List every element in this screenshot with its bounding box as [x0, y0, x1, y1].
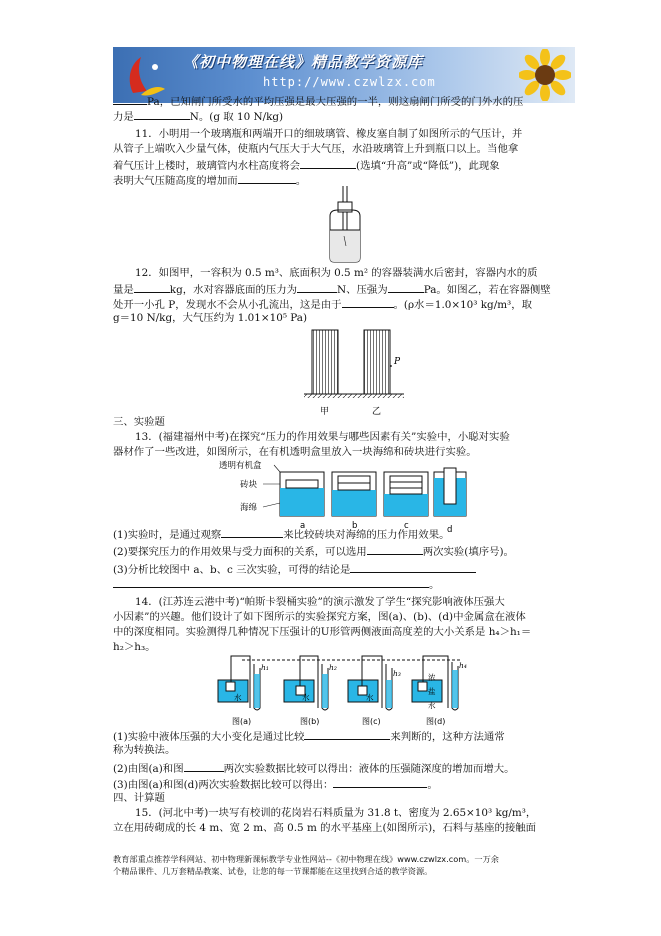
text-line: 量是 kg，水对容器底面的压力为 N、压强为 Pa。如图乙，若在容器侧壁 — [113, 281, 561, 298]
brine-label-1: 浓 — [428, 673, 436, 682]
label-brick: 砖块 — [240, 480, 258, 490]
text-line: 小因素”的兴趣。他们设计了如下图所示的实验探究方案，图(a)、(b)、(d)中金属盒在液体 — [113, 611, 526, 623]
text-line: (2)由图(a)和图 两次实验数据比较可以得出：液体的压强随深度的增加而增大。 — [113, 760, 561, 777]
barometer-figure — [318, 186, 368, 266]
h3-label: h₃ — [393, 669, 401, 678]
answer-blank[interactable] — [388, 281, 424, 293]
answer-blank[interactable] — [367, 543, 423, 555]
text-line: Pa，已知闸门所受水的平均压强是最大压强的一半，则这扇闸门所受的门外水的压 — [113, 93, 561, 110]
sub-b: b — [352, 521, 358, 531]
h2-label: h₂ — [329, 663, 337, 672]
caption-c: 图(c) — [362, 717, 381, 726]
text-line: (2)要探究压力的作用效果与受力面积的关系，可以选用 两次实验(填序号)。 — [113, 543, 561, 560]
answer-blank[interactable] — [304, 728, 390, 740]
text-line: 着气压计上楼时，玻璃管内水柱高度将会 (选填“升高”或“降低”)，此现象 — [113, 157, 561, 174]
label-sponge: 海绵 — [240, 503, 258, 513]
question-12: 12．如图甲，一容积为 0.5 m³、底面积为 0.5 m² 的容器装满水后密封，容器内水的质 — [135, 267, 538, 279]
text-line: 称为转换法。 — [113, 744, 176, 756]
answer-blank[interactable] — [134, 108, 190, 120]
text-line: 从管子上端吹入少量气体，使瓶内气压大于大气压，水沿玻璃管上升到瓶口以上。当他拿 — [113, 143, 519, 155]
text-line: (1)实验中液体压强的大小变化是通过比较 来判断的，这种方法通常 — [113, 728, 561, 745]
answer-blank[interactable] — [113, 576, 429, 588]
footer-note: 教育部重点推荐学科网站、初中物理新课标教学专业性网站--《初中物理在线》www.czwlzx.com。一万余 个精品课件、几万套精品教案、试卷，让您的每一节课都能在这里找到合适的教学资源。 — [113, 854, 499, 876]
text-line: h₂＞h₃。 — [113, 641, 156, 653]
figure-label-yi: 乙 — [372, 407, 382, 417]
caption-b: 图(b) — [300, 717, 320, 726]
text-line: 器材作了一些改进，如图所示，在有机透明盒里放入一块海绵和砖块进行实验。 — [113, 446, 477, 458]
question-13: 13．(福建福州中考)在探究“压力的作用效果与哪些因素有关”实验中，小聪对实验 — [135, 431, 510, 443]
figure-label-jia: 甲 — [320, 407, 330, 417]
water-label: 水 — [302, 693, 310, 702]
text-line: (1)实验时，是通过观察 来比较砖块对海绵的压力作用效果。 — [113, 526, 561, 543]
answer-blank[interactable] — [134, 281, 170, 293]
label-box: 透明有机盒 — [219, 461, 262, 471]
text-line: g＝10 N/kg，大气压约为 1.01×10⁵ Pa) — [113, 312, 308, 324]
question-15: 15．(河北中考)一块写有校训的花岗岩石料质量为 31.8 t、密度为 2.65×10³ kg/m³， — [135, 807, 537, 819]
answer-blank[interactable] — [297, 281, 337, 293]
answer-blank[interactable] — [350, 561, 476, 573]
brine-label-3: 水 — [428, 701, 436, 710]
caption-a: 图(a) — [232, 717, 252, 726]
sponge-brick-figure — [218, 458, 468, 534]
sub-d: d — [447, 525, 453, 534]
banner-title: 《初中物理在线》精品教学资源库 — [183, 53, 424, 71]
container-figure — [300, 326, 410, 418]
banner-url[interactable]: http://www.czwlzx.com — [263, 75, 436, 89]
text-line: (3)由图(a)和图(d)两次实验数据比较可以得出： 。 — [113, 776, 561, 793]
section-3-title: 三、实验题 — [113, 416, 165, 428]
answer-blank[interactable] — [221, 526, 283, 538]
h1-label: h₁ — [261, 663, 269, 672]
hole-label-p: P — [394, 357, 401, 367]
manometer-figure — [212, 650, 482, 728]
question-11: 11．小明用一个玻璃瓶和两端开口的细玻璃管、橡皮塞自制了如图所示的气压计，并 — [135, 128, 523, 140]
question-14: 14．(江苏连云港中考)“帕斯卡裂桶实验”的演示激发了学生“探究影响液体压强大 — [135, 596, 505, 608]
h4-label: h₄ — [459, 661, 467, 670]
text-line: 。 — [113, 576, 561, 593]
answer-blank[interactable] — [342, 296, 394, 308]
brine-label-2: 盐 — [428, 687, 436, 696]
answer-blank[interactable] — [333, 776, 427, 788]
water-label: 水 — [366, 693, 374, 702]
answer-blank[interactable] — [300, 157, 356, 169]
caption-d: 图(d) — [426, 717, 446, 726]
sub-a: a — [300, 521, 306, 531]
text-line: 处开一小孔 P，发现水不会从小孔流出，这是由于 。(ρ水＝1.0×10³ kg/m³，取 — [113, 296, 561, 313]
text-line: 表明大气压随高度的增加而 。 — [113, 172, 561, 189]
sub-c: c — [404, 521, 409, 531]
text-line: 中的深度相同。实验测得几种情况下压强计的U形管两侧液面高度差的大小关系是 h₄＞h₁＝ — [113, 626, 532, 638]
text-line: 立在用砖砌成的长 4 m、宽 2 m、高 0.5 m 的水平基座上(如图所示)，石料与基座的接触面 — [113, 822, 537, 834]
water-label: 水 — [234, 693, 242, 702]
section-4-title: 四、计算题 — [113, 792, 165, 804]
answer-blank[interactable] — [238, 172, 296, 184]
text-line: 力是 N。(g 取 10 N/kg) — [113, 108, 561, 125]
text-line: (3)分析比较图中 a、b、c 三次实验，可得的结论是 — [113, 561, 561, 578]
answer-blank[interactable] — [113, 93, 147, 105]
site-logo-icon — [119, 51, 167, 99]
answer-blank[interactable] — [184, 760, 224, 772]
